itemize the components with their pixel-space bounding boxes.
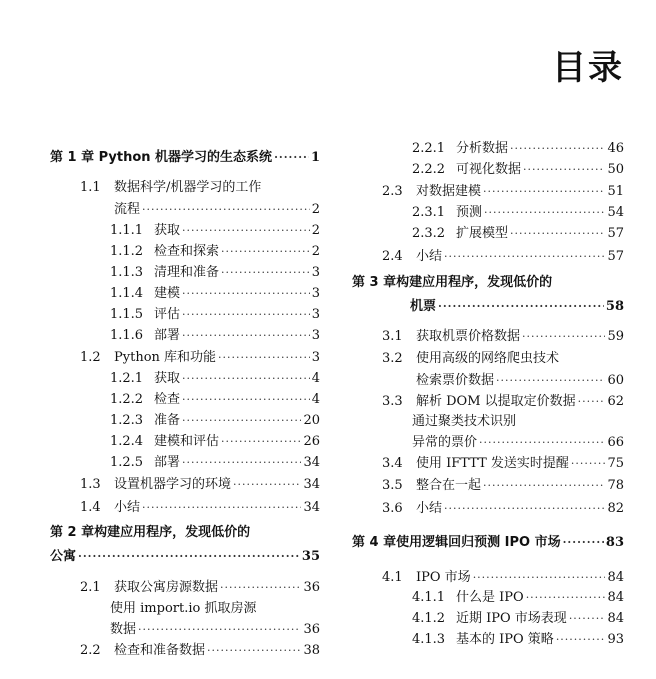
toc-leader-dots <box>523 163 605 176</box>
toc-entry-number: 1.1.4 <box>110 286 144 301</box>
toc-entry[interactable] <box>50 324 320 345</box>
toc-entry-number: 1.1 <box>80 180 101 195</box>
toc-leader-dots <box>138 623 301 636</box>
toc-leader-dots <box>182 393 310 406</box>
toc-leader-dots <box>483 185 605 198</box>
toc-entry-title: 对数据建模 <box>416 184 482 199</box>
toc-entry-number: 1.1.3 <box>110 265 144 280</box>
toc-page-number: 75 <box>607 456 624 471</box>
toc-page-number: 36 <box>303 580 320 595</box>
toc-entry-title: 流程 <box>114 202 141 217</box>
toc-leader-dots <box>510 227 605 240</box>
toc-entry[interactable] <box>50 346 320 367</box>
toc-leader-dots <box>438 300 604 313</box>
toc-leader-dots <box>218 351 310 364</box>
toc-page-number: 3 <box>311 350 320 365</box>
toc-entry-title: 通过聚类技术识别 <box>412 414 517 429</box>
toc-entry-title: 整合在一起 <box>416 478 482 493</box>
toc-entry-number: 3.1 <box>382 329 403 344</box>
toc-entry-number: 1.2.1 <box>110 371 144 386</box>
toc-page-number: 34 <box>303 477 320 492</box>
toc-leader-dots <box>571 457 606 470</box>
toc-entry[interactable] <box>352 180 624 201</box>
toc-entry[interactable] <box>352 158 624 179</box>
toc-entry[interactable] <box>352 474 624 495</box>
toc-entry-number: 1.1.5 <box>110 307 144 322</box>
toc-leader-dots <box>274 151 309 164</box>
toc-entry[interactable] <box>352 347 624 368</box>
toc-entry-number: 3.4 <box>382 456 403 471</box>
toc-leader-dots <box>221 245 310 258</box>
toc-entry-title: IPO 市场 <box>416 570 471 585</box>
toc-entry-title: 获取公寓房源数据 <box>114 580 219 595</box>
toc-entry-number: 1.2.2 <box>110 392 144 407</box>
toc-leader-dots <box>182 414 301 427</box>
toc-page-number: 2 <box>311 223 320 238</box>
toc-entry-title: 获取 <box>154 371 181 386</box>
toc-entry-number: 2.3 <box>382 184 403 199</box>
toc-chapter-entry[interactable] <box>50 146 320 167</box>
toc-page-number: 2 <box>311 202 320 217</box>
toc-page-number: 50 <box>607 162 624 177</box>
toc-entry[interactable] <box>352 137 624 158</box>
toc-entry-number: 1.2.5 <box>110 455 144 470</box>
toc-entry-number: 1.4 <box>80 500 101 515</box>
toc-entry-title: 设置机器学习的环境 <box>114 477 232 492</box>
toc-page-number: 46 <box>607 141 624 156</box>
toc-leader-dots <box>483 479 605 492</box>
toc-entry[interactable] <box>352 390 624 411</box>
toc-entry[interactable] <box>50 282 320 303</box>
toc-entry-title: 公寓 <box>50 549 77 564</box>
toc-entry[interactable] <box>352 628 624 649</box>
toc-entry[interactable] <box>50 303 320 324</box>
toc-chapter-entry[interactable] <box>50 545 320 566</box>
toc-page-number: 66 <box>607 435 624 450</box>
toc-page-number: 3 <box>311 328 320 343</box>
toc-entry-number: 3.3 <box>382 394 403 409</box>
toc-entry-title: 检查 <box>154 392 181 407</box>
toc-entry-number: 3.5 <box>382 478 403 493</box>
toc-entry-title: 使用高级的网络爬虫技术 <box>416 351 560 366</box>
toc-entry-title: 部署 <box>154 455 181 470</box>
toc-page-number: 82 <box>607 501 624 516</box>
toc-page-number: 83 <box>605 535 624 550</box>
toc-leader-dots <box>444 250 605 263</box>
toc-entry-number: 1.3 <box>80 477 101 492</box>
toc-page-number: 34 <box>303 500 320 515</box>
toc-entry[interactable] <box>352 410 624 431</box>
toc-entry-title: 评估 <box>154 307 181 322</box>
toc-entry-title: 数据科学/机器学习的工作 <box>114 180 262 195</box>
toc-entry-number: 1.1.2 <box>110 244 144 259</box>
toc-leader-dots <box>473 571 606 584</box>
toc-entry[interactable] <box>352 607 624 628</box>
toc-entry[interactable] <box>50 409 320 430</box>
toc-entry-title: 基本的 IPO 策略 <box>456 632 554 647</box>
toc-chapter-entry[interactable] <box>352 295 624 316</box>
toc-leader-dots <box>479 436 605 449</box>
page-title: 目录 <box>552 48 624 88</box>
toc-page-number: 4 <box>311 392 320 407</box>
toc-leader-dots <box>221 266 310 279</box>
toc-leader-dots <box>578 395 606 408</box>
toc-page-number: 35 <box>301 549 320 564</box>
toc-entry-title: 异常的票价 <box>412 435 478 450</box>
toc-entry-title: 使用 IFTTT 发送实时提醒 <box>416 456 569 471</box>
toc-page-number: 34 <box>303 455 320 470</box>
toc-entry[interactable] <box>50 240 320 261</box>
toc-entry[interactable] <box>352 566 624 587</box>
toc-leader-dots <box>569 612 606 625</box>
toc-entry[interactable] <box>50 576 320 597</box>
toc-page-number: 62 <box>607 394 624 409</box>
toc-entry-title: 解析 DOM 以提取定价数据 <box>416 394 576 409</box>
toc-entry[interactable] <box>50 496 320 517</box>
toc-entry-title: 建模 <box>154 286 181 301</box>
toc-entry-title: 分析数据 <box>456 141 509 156</box>
toc-page-number: 60 <box>607 373 624 388</box>
toc-leader-dots <box>563 536 604 549</box>
toc-leader-dots <box>182 308 310 321</box>
toc-page-number: 4 <box>311 371 320 386</box>
toc-leader-dots <box>182 456 301 469</box>
toc-page-number: 84 <box>607 570 624 585</box>
toc-leader-dots <box>444 502 605 515</box>
toc-entry-title: 小结 <box>114 500 141 515</box>
toc-entry[interactable] <box>352 497 624 518</box>
toc-entry[interactable] <box>50 473 320 494</box>
toc-entry-title: 获取 <box>154 223 181 238</box>
toc-entry[interactable] <box>352 222 624 243</box>
toc-page-number: 38 <box>303 643 320 658</box>
toc-entry[interactable] <box>50 261 320 282</box>
toc-page-number: 36 <box>303 622 320 637</box>
toc-page-number: 20 <box>303 413 320 428</box>
toc-entry-number: 2.4 <box>382 249 403 264</box>
toc-leader-dots <box>182 287 310 300</box>
toc-entry-title: 小结 <box>416 501 443 516</box>
toc-entry-number: 4.1 <box>382 570 403 585</box>
toc-entry-title: 扩展模型 <box>456 226 509 241</box>
toc-entry[interactable] <box>50 176 320 197</box>
toc-page-number: 57 <box>607 249 624 264</box>
toc-entry[interactable] <box>50 430 320 451</box>
toc-leader-dots <box>207 644 301 657</box>
toc-entry-number: 1.1.6 <box>110 328 144 343</box>
toc-entry-number: 3.2 <box>382 351 403 366</box>
toc-entry[interactable] <box>352 586 624 607</box>
toc-entry[interactable] <box>50 198 320 219</box>
toc-entry-number: 2.2.2 <box>412 162 446 177</box>
toc-entry[interactable] <box>50 639 320 660</box>
toc-leader-dots <box>78 550 300 563</box>
toc-entry-number: 2.1 <box>80 580 101 595</box>
toc-entry-title: 第 4 章使用逻辑回归预测 IPO 市场 <box>352 535 561 550</box>
toc-entry-title: Python 库和功能 <box>114 350 217 365</box>
toc-page-number: 2 <box>311 244 320 259</box>
toc-entry-title: 检索票价数据 <box>416 373 495 388</box>
toc-entry[interactable] <box>352 369 624 390</box>
toc-page-number: 1 <box>310 150 320 165</box>
toc-leader-dots <box>484 206 605 219</box>
toc-page-number: 54 <box>607 205 624 220</box>
toc-page-number: 26 <box>303 434 320 449</box>
toc-entry-number: 1.1.1 <box>110 223 144 238</box>
toc-entry-number: 2.2 <box>80 643 101 658</box>
toc-entry-number: 1.2.3 <box>110 413 144 428</box>
toc-entry[interactable] <box>50 451 320 472</box>
toc-page-number: 3 <box>311 307 320 322</box>
toc-entry-title: 小结 <box>416 249 443 264</box>
toc-entry-title: 什么是 IPO <box>456 590 524 605</box>
toc-entry[interactable] <box>50 367 320 388</box>
toc-entry-number: 4.1.3 <box>412 632 446 647</box>
toc-entry-number: 3.6 <box>382 501 403 516</box>
toc-leader-dots <box>233 478 301 491</box>
toc-page-number: 51 <box>607 184 624 199</box>
toc-entry[interactable] <box>352 245 624 266</box>
toc-entry-title: 建模和评估 <box>154 434 220 449</box>
toc-entry[interactable] <box>50 388 320 409</box>
toc-entry-title: 部署 <box>154 328 181 343</box>
toc-entry-number: 4.1.1 <box>412 590 446 605</box>
toc-entry-title: 第 2 章构建应用程序，发现低价的 <box>50 525 251 540</box>
toc-page-number: 57 <box>607 226 624 241</box>
toc-page-number: 78 <box>607 478 624 493</box>
toc-page-number: 58 <box>605 299 624 314</box>
toc-chapter-entry[interactable] <box>352 531 624 552</box>
toc-entry-title: 第 3 章构建应用程序，发现低价的 <box>352 275 553 290</box>
toc-chapter-entry[interactable] <box>352 271 624 292</box>
toc-page-number: 84 <box>607 611 624 626</box>
toc-entry[interactable] <box>352 452 624 473</box>
toc-entry-title: 检查和探索 <box>154 244 220 259</box>
toc-leader-dots <box>526 591 606 604</box>
toc-leader-dots <box>522 330 605 343</box>
toc-leader-dots <box>182 329 310 342</box>
toc-entry[interactable] <box>352 325 624 346</box>
toc-entry-title: 清理和准备 <box>154 265 220 280</box>
toc-page-number: 59 <box>607 329 624 344</box>
toc-entry-title: 近期 IPO 市场表现 <box>456 611 567 626</box>
toc-entry-number: 1.2 <box>80 350 101 365</box>
toc-entry-number: 4.1.2 <box>412 611 446 626</box>
toc-entry-number: 1.2.4 <box>110 434 144 449</box>
toc-entry-number: 2.3.2 <box>412 226 446 241</box>
toc-leader-dots <box>220 581 301 594</box>
toc-leader-dots <box>221 435 301 448</box>
toc-leader-dots <box>142 203 310 216</box>
toc-leader-dots <box>182 372 310 385</box>
toc-entry[interactable] <box>50 597 320 618</box>
toc-entry[interactable] <box>50 219 320 240</box>
toc-entry[interactable] <box>352 431 624 452</box>
toc-entry-title: 可视化数据 <box>456 162 522 177</box>
toc-entry-title: 第 1 章 Python 机器学习的生态系统 <box>50 150 273 165</box>
toc-entry-title: 数据 <box>110 622 137 637</box>
toc-page-number: 3 <box>311 265 320 280</box>
toc-entry-title: 准备 <box>154 413 181 428</box>
toc-page-number: 84 <box>607 590 624 605</box>
toc-entry-title: 检查和准备数据 <box>114 643 206 658</box>
toc-page-number: 3 <box>311 286 320 301</box>
toc-entry-number: 2.2.1 <box>412 141 446 156</box>
toc-leader-dots <box>142 501 301 514</box>
toc-entry[interactable] <box>352 201 624 222</box>
toc-entry-number: 2.3.1 <box>412 205 446 220</box>
toc-page-number: 93 <box>607 632 624 647</box>
toc-leader-dots <box>510 142 605 155</box>
toc-entry-title: 使用 import.io 抓取房源 <box>110 601 257 616</box>
toc-entry-title: 获取机票价格数据 <box>416 329 521 344</box>
toc-leader-dots <box>556 633 606 646</box>
toc-leader-dots <box>496 374 605 387</box>
toc-chapter-entry[interactable] <box>50 521 320 542</box>
toc-entry-title: 预测 <box>456 205 483 220</box>
toc-entry-title: 机票 <box>410 299 437 314</box>
toc-entry[interactable] <box>50 618 320 639</box>
toc-leader-dots <box>182 224 310 237</box>
